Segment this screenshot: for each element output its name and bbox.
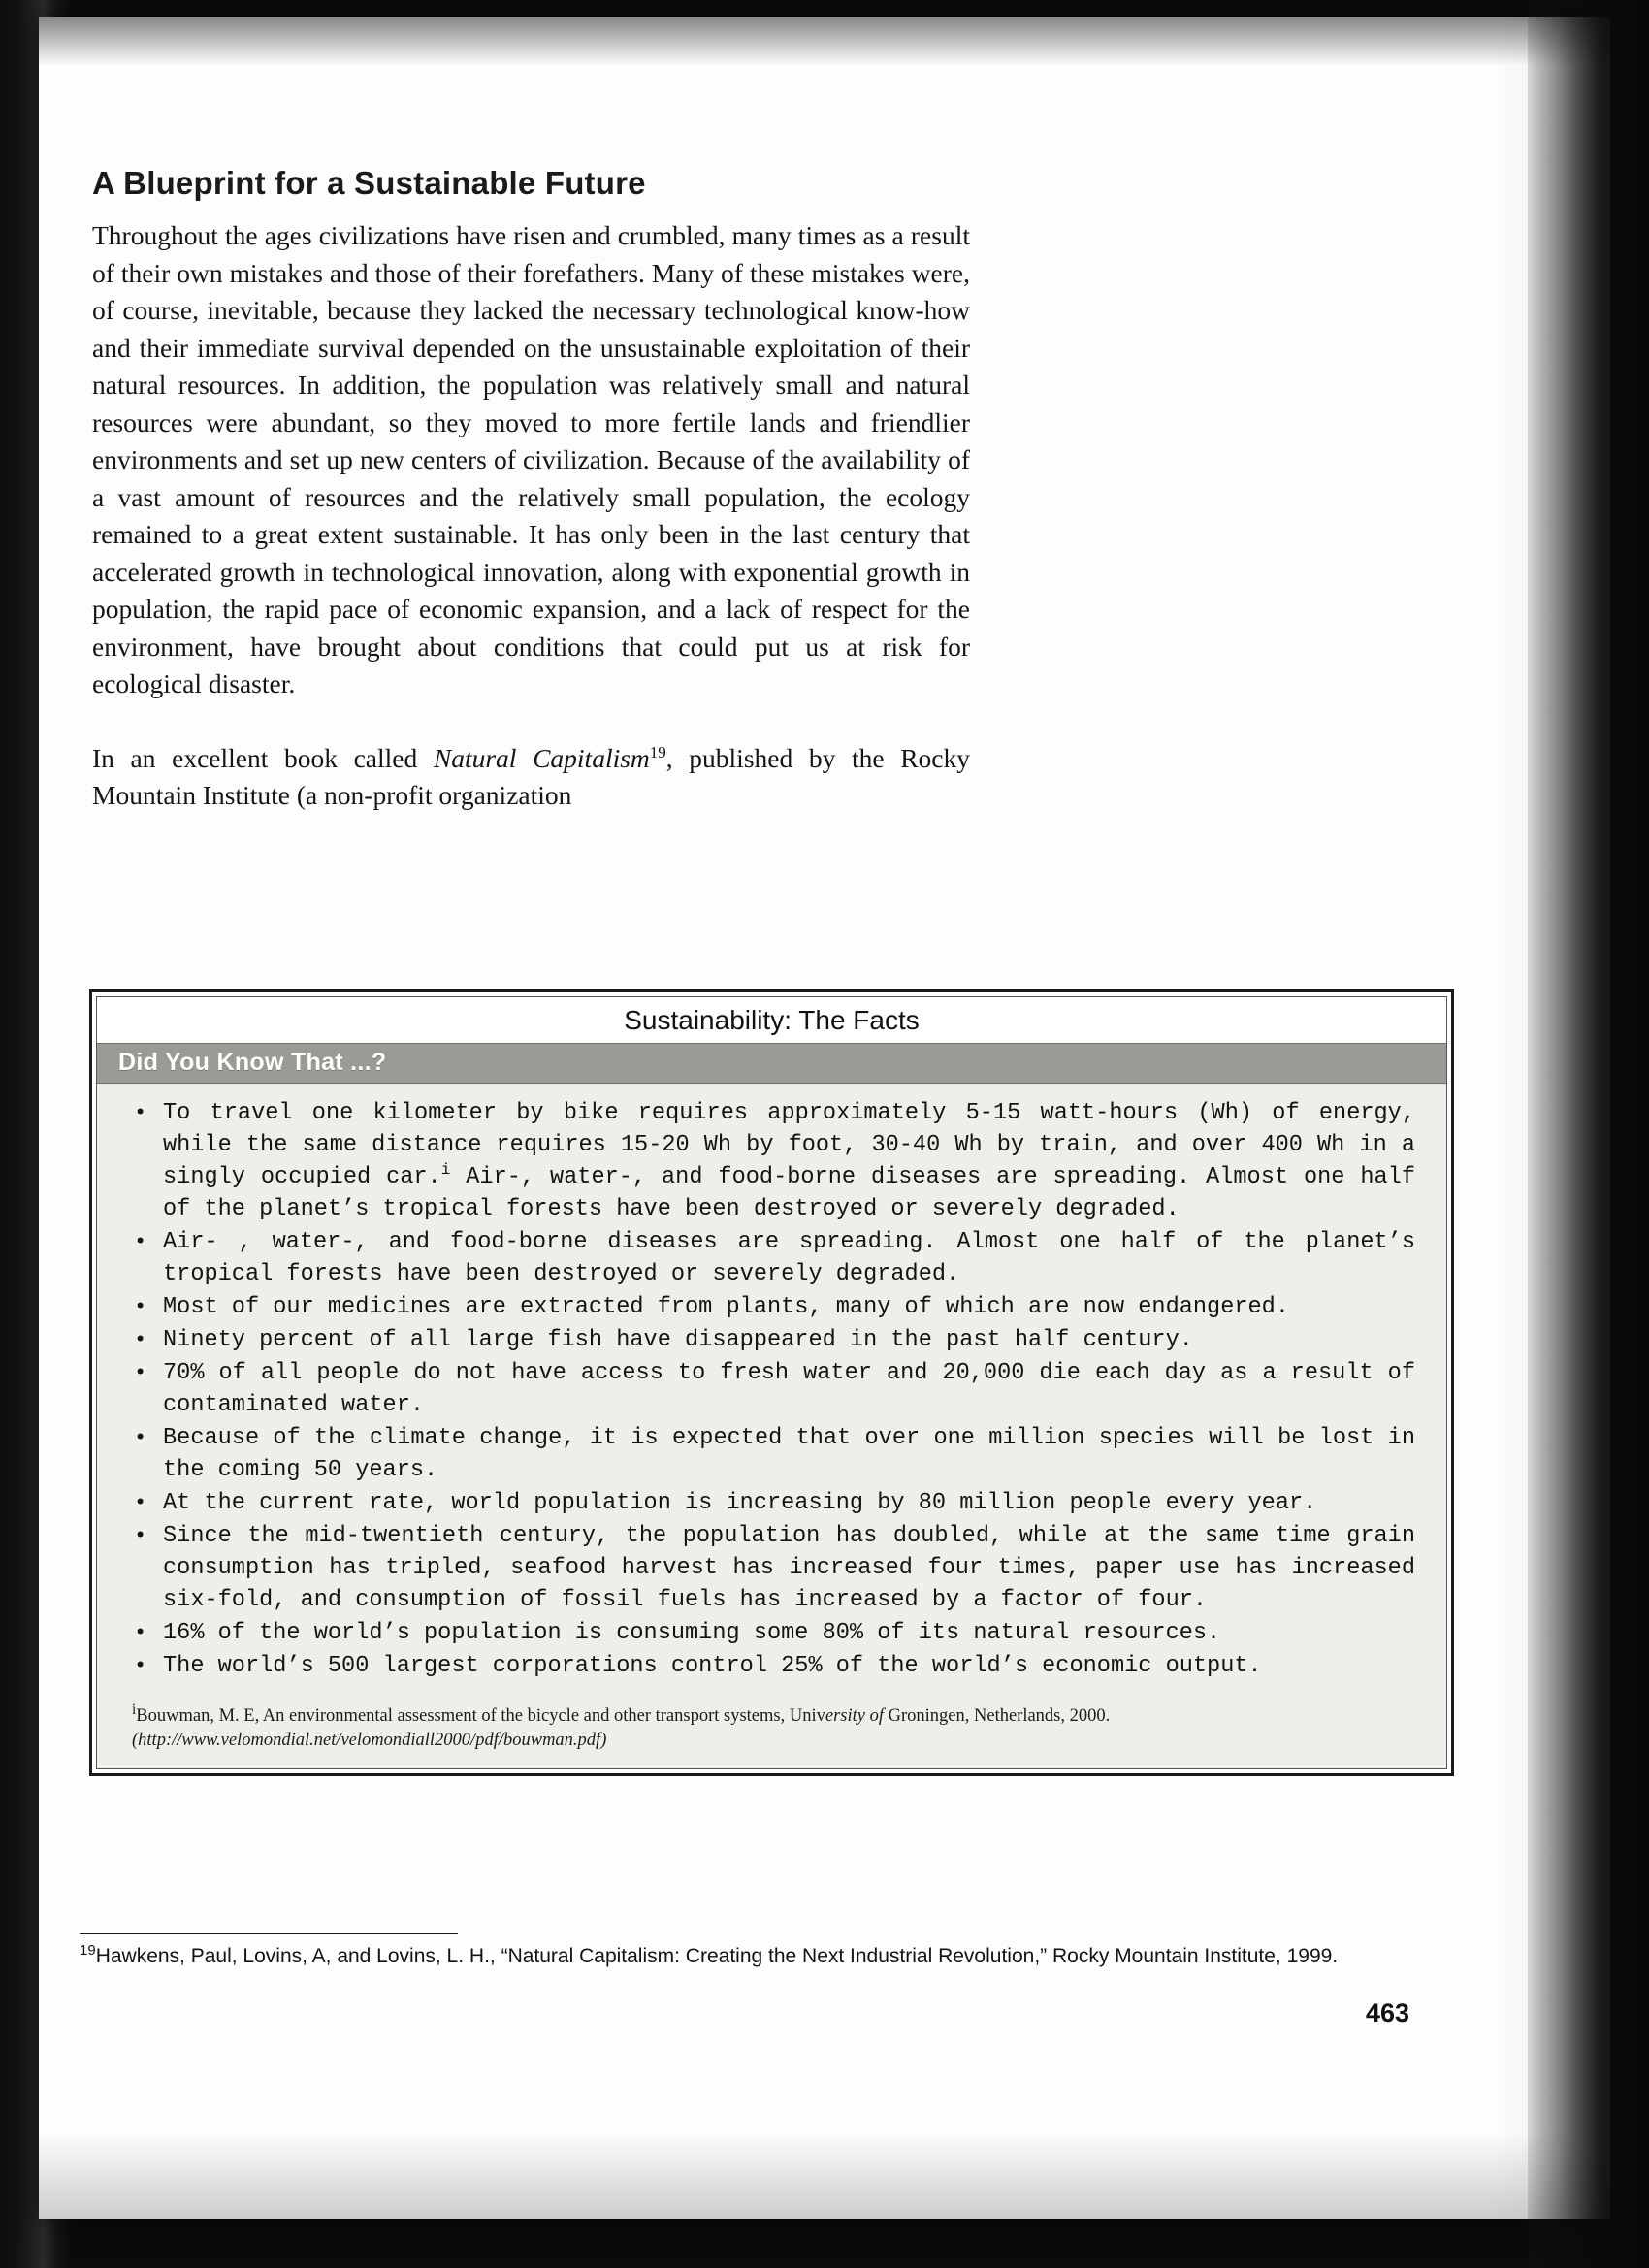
fact-box-footnote-text-1: Bouwman, M. E, An environmental assessment of the bicycle and other transport systems, Univ (136, 1706, 825, 1727)
page-content (92, 165, 1450, 815)
list-item-text: To travel one kilometer by bike requires approximately 5-15 watt-hours (Wh) of energy, while the same distance requires 15-20 Wh by foot, 30-40 Wh by train, and over 400 Wh in a singly occupied car. (163, 1100, 1415, 1190)
list-item-text: Ninety percent of all large fish have disappeared in the past half century. (163, 1327, 1193, 1353)
list-item-text: Most of our medicines are extracted from plants, many of which are now endangered. (163, 1294, 1290, 1320)
fact-box-footnote-italic: ersity of (824, 1706, 884, 1727)
list-item (163, 1226, 1419, 1290)
list-item-text: The world’s 500 largest corporations control 25% of the world’s economic output. (163, 1653, 1262, 1679)
fact-box-footnote-marker: i (132, 1701, 137, 1718)
page-footnote-text: Hawkens, Paul, Lovins, A, and Lovins, L. H., “Natural Capitalism: Creating the Next Industrial Revolution,” Rocky Mountain Institute, 1999. (95, 1945, 1339, 1967)
paragraph-2-text-2: , published by the Rocky Mountain Institute (a non-profit organization (92, 742, 970, 810)
list-item-text: 70% of all people do not have access to fresh water and 20,000 die each day as a result of contaminated water. (163, 1360, 1415, 1418)
fact-box-title: Sustainability: The Facts (97, 997, 1446, 1043)
fact-box (89, 989, 1454, 1776)
fact-box-footnote (132, 1698, 1419, 1753)
paragraph-1: Throughout the ages civilizations have risen and crumbled, many times as a result of their own mistakes and those of their forefathers. Many of these mistakes were, of course, inevitable, because they lacked the necessary technological know-how and their immediate survival depended on the unsustainable exploitation of their natural resources. In addition, the population was relatively small and natural resources were abundant, so they moved to more fertile lands and friendlier environments and set up new centers of civilization. Because of the availability of a vast amount of resources and the relatively small population, the ecology remained to a great extent sustainable. It has only been in the last century that accelerated growth in technological innovation, along with exponential growth in population, the rapid pace of economic expansion, and a lack of respect for the environment, have brought about conditions that could put us at risk for ecological disaster. (92, 220, 970, 698)
fact-box-subhead: Did You Know That ...? (97, 1043, 1446, 1084)
list-item (163, 1650, 1419, 1682)
list-item (163, 1422, 1419, 1486)
list-item (163, 1617, 1419, 1649)
fact-box-inner (96, 996, 1447, 1769)
list-item-text: Air- , water-, and food-borne diseases are spreading. Almost one half of the planet’s tropical forests have been destroyed or severely degraded. (163, 1229, 1415, 1287)
list-item (163, 1357, 1419, 1421)
list-item-text: 16% of the world’s population is consuming some 80% of its natural resources. (163, 1620, 1221, 1646)
page-footnote-marker: 19 (80, 1942, 96, 1959)
footnote-marker-19: 19 (649, 742, 666, 761)
list-item (163, 1487, 1419, 1519)
list-item-text-cont: Air-, water-, and food-borne diseases are spreading. Almost one half of the planet’s tropical forests have been destroyed or severely degraded. (163, 1164, 1415, 1222)
list-item (163, 1520, 1419, 1616)
fact-box-footnote-url: (http://www.velomondial.net/velomondiall2000/pdf/bouwman.pdf) (132, 1731, 607, 1751)
list-item-text: Since the mid-twentieth century, the population has doubled, while at the same time grain consumption has tripled, seafood harvest has increased four times, paper use has increased six-fold, and consumption of fossil fuels has increased by a factor of four. (163, 1523, 1415, 1613)
fact-box-footnote-text-2: Groningen, Netherlands, 2000. (884, 1706, 1111, 1727)
list-item-footnote-marker: i (440, 1161, 451, 1180)
list-item-text: Because of the climate change, it is expected that over one million species will be lost in the coming 50 years. (163, 1425, 1415, 1483)
list-item (163, 1324, 1419, 1356)
list-item-text: At the current rate, world population is increasing by 80 million people every year. (163, 1490, 1317, 1516)
book-title-italic: Natural Capitalism (433, 742, 650, 773)
paragraph-2-text-1: In an excellent book called (92, 742, 434, 773)
footnote-separator (80, 1933, 458, 1934)
fact-box-body (97, 1084, 1446, 1768)
paragraph-2 (92, 740, 970, 815)
page-title: A Blueprint for a Sustainable Future (92, 165, 646, 201)
fact-list (118, 1097, 1419, 1682)
list-item (163, 1097, 1419, 1225)
page-footnote (80, 1943, 1457, 1970)
list-item (163, 1291, 1419, 1323)
page-number: 463 (1366, 1998, 1410, 2027)
